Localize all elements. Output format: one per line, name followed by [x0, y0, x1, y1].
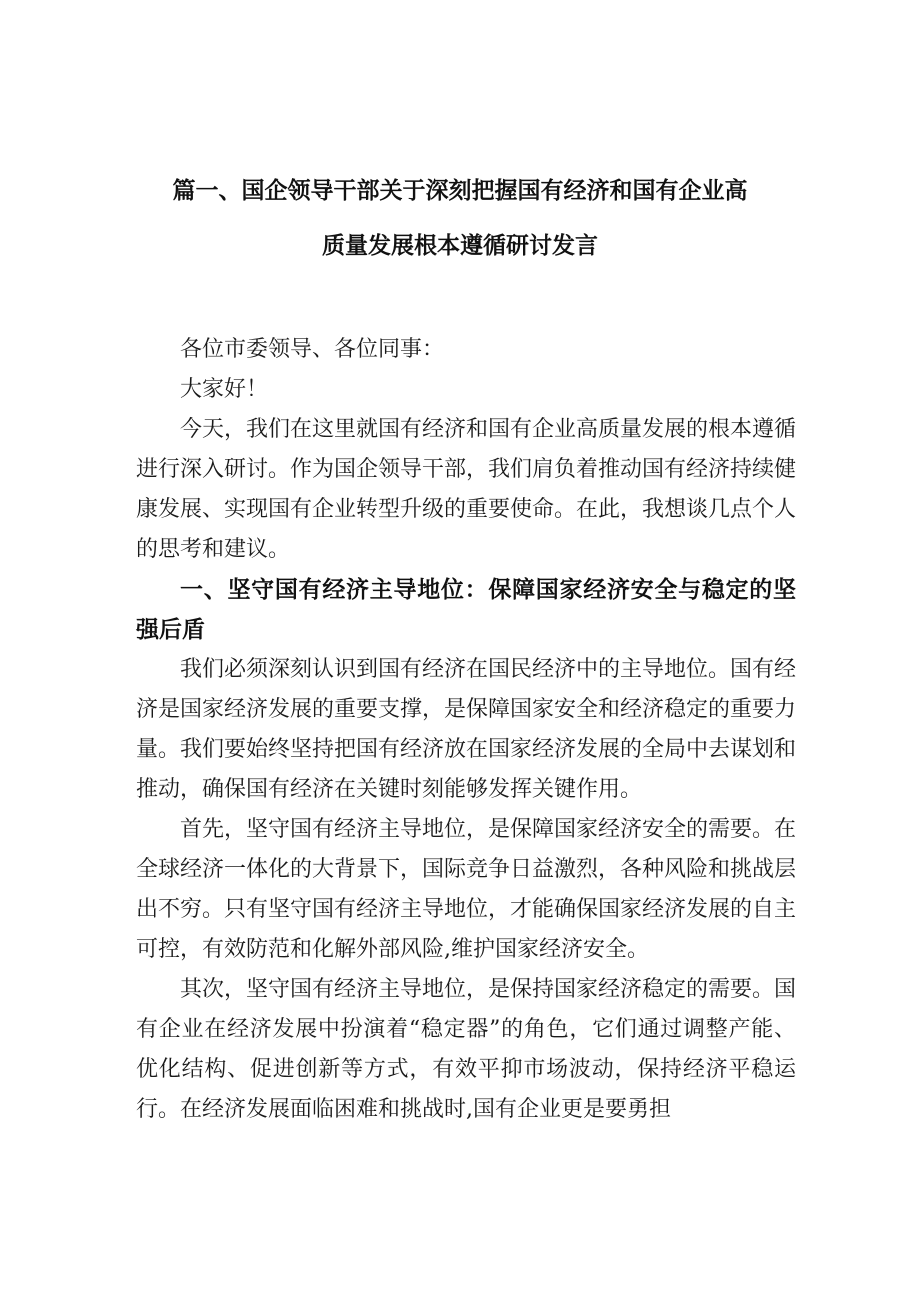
- document-title-line-1: 篇一、国企领导干部关于深刻把握国有经济和国有企业高: [172, 178, 748, 204]
- body-paragraph: 其次，坚守国有经济主导地位，是保持国家经济稳定的需要。国有企业在经济发展中扮演着“稳定器”的角色，它们通过调整产能、优化结构、促进创新等方式，有效平抑市场波动，保持经济平稳运行。在经济发展面临困难和挑战时,国有企业更是要勇担: [136, 977, 797, 1122]
- intro-paragraph: 今天，我们在这里就国有经济和国有企业高质量发展的根本遵循进行深入研讨。作为国企领导干部，我们肩负着推动国有经济持续健康发展、实现国有企业转型升级的重要使命。在此，我想谈几点个人的思考和建议。: [136, 417, 797, 562]
- greeting: 大家好！: [180, 377, 269, 402]
- body-paragraph: 我们必须深刻认识到国有经济在国民经济中的主导地位。国有经济是国家经济发展的重要支撑，是保障国家安全和经济稳定的重要力量。我们要始终坚持把国有经济放在国家经济发展的全局中去谋划和推动，确保国有经济在关键时刻能够发挥关键作用。: [136, 657, 797, 802]
- section-heading: 一、坚守国有经济主导地位：保障国家经济安全与稳定的坚强后盾: [136, 577, 796, 643]
- salutation: 各位市委领导、各位同事：: [180, 337, 445, 362]
- document-title-line-2: 质量发展根本遵循研讨发言: [322, 233, 598, 259]
- document-body: [136, 330, 796, 1130]
- body-paragraph: 首先，坚守国有经济主导地位，是保障国家经济安全的需要。在全球经济一体化的大背景下，国际竞争日益激烈，各种风险和挑战层出不穷。只有坚守国有经济主导地位，才能确保国家经济发展的自主可控，有效防范和化解外部风险,维护国家经济安全。: [136, 817, 797, 962]
